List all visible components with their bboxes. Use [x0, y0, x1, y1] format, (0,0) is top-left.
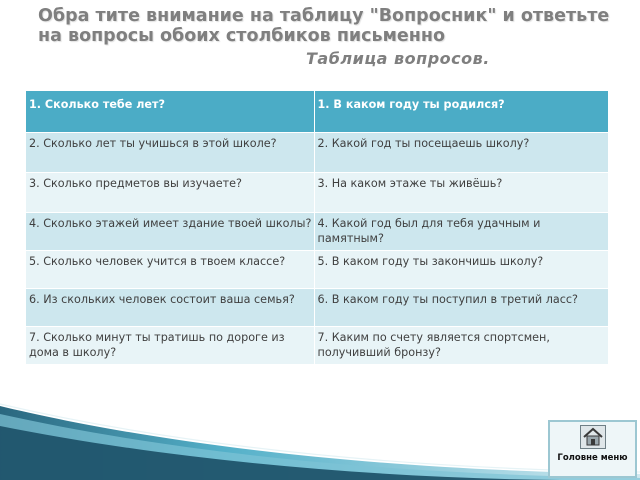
- home-icon: [580, 425, 606, 449]
- table-cell: 3. На каком этаже ты живёшь?: [314, 173, 608, 213]
- table-row: [26, 327, 608, 365]
- table-row: [26, 213, 608, 251]
- table-cell: 4. Сколько этажей имеет здание твоей школы?: [26, 213, 314, 251]
- table-cell: 6. В каком году ты поступил в третий ласс?: [314, 289, 608, 327]
- table-caption: Таблица вопросов.: [306, 49, 490, 68]
- home-menu-label: Головне меню: [557, 453, 628, 463]
- table-row: [26, 133, 608, 173]
- table-cell: 3. Сколько предметов вы изучаете?: [26, 173, 314, 213]
- table-cell: 6. Из скольких человек состоит ваша семья?: [26, 289, 314, 327]
- table-header-cell: 1. В каком году ты родился?: [314, 91, 608, 133]
- table-row: [26, 289, 608, 327]
- table-header-cell: 1. Сколько тебе лет?: [26, 91, 314, 133]
- table-cell: 4. Какой год был для тебя удачным и памятным?: [314, 213, 608, 251]
- table-cell: 2. Какой год ты посещаешь школу?: [314, 133, 608, 173]
- table-row: [26, 251, 608, 289]
- slide-title: Обра тите внимание на таблицу "Вопросник" и ответьте на вопросы обоих столбиков письменно: [38, 6, 610, 46]
- table-cell: 2. Сколько лет ты учишься в этой школе?: [26, 133, 314, 173]
- table-cell: 5. В каком году ты закончишь школу?: [314, 251, 608, 289]
- table-cell: 7. Сколько минут ты тратишь по дороге из дома в школу?: [26, 327, 314, 365]
- table-cell: 5. Сколько человек учится в твоем классе?: [26, 251, 314, 289]
- questions-table: [26, 91, 609, 365]
- table-row: [26, 173, 608, 213]
- bottom-swoosh-decoration: [0, 400, 640, 480]
- table-cell: 7. Каким по счету является спортсмен, получивший бронзу?: [314, 327, 608, 365]
- home-menu-button[interactable]: [548, 420, 637, 478]
- table-header-row: [26, 91, 608, 133]
